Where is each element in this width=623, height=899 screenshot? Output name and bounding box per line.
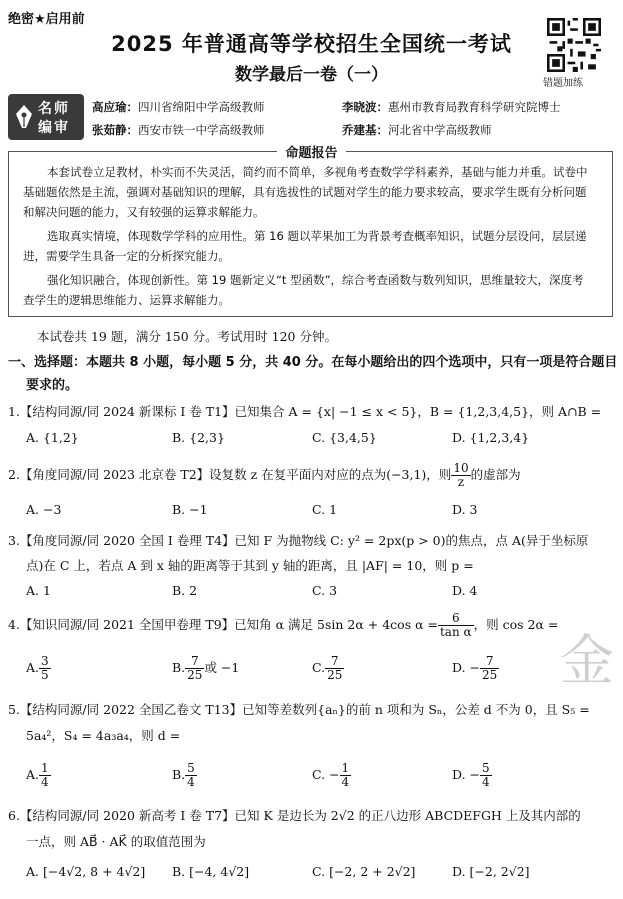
qr-code-icon[interactable] [547,18,601,72]
q4-option-b[interactable]: B. $\frac{7}{25}$ 或 −1 [172,654,240,682]
question-3: 3.【角度同源/同 2020 全国 I 卷理 T4】已知 F 为抛物线 C: y² = 2px(p > 0)的焦点，点 A(异于坐标原 [8,533,589,548]
report-line: 选取真实情境，体现数学学科的应用性。第 16 题以苹果加工为背景考查概率知识，试题分层设问，层层递 [47,229,587,243]
report-title: 命题报告 [0,142,623,161]
editor-name: 高应瑜： [92,100,138,114]
question-1: 1.【结构同源/同 2024 新课标 I 卷 T1】已知集合 A = {x| −1 ≤ x < 5}，B = {1,2,3,4,5}，则 A∩B = [8,404,602,419]
report-line: 基础题依然是主流，强调对基础知识的理解，具有选拔性的试题对学生的能力要求较高，要求学生既有分析问题 [23,185,587,199]
q5-option-b[interactable]: B. $\frac{5}{4}$ [172,761,195,789]
exam-title: 2025 年普通高等学校招生全国统一考试 [111,32,512,56]
editor-entry [342,99,561,115]
question-5: 5.【结构同源/同 2022 全国乙卷文 T13】已知等差数列{aₙ}的前 n 项和为 Sₙ，公差 d 不为 0，且 S₅ = [8,702,590,717]
fraction: $\frac{10}{z}$ [453,461,469,489]
editor-name: 李晓波： [342,100,388,114]
editor-name: 张茹静： [92,123,138,137]
editor-org: 惠州市教育局教育科学研究院博士 [388,100,561,114]
q6-option-c[interactable]: C. [−2, 2 + 2√2] [312,864,416,879]
editor-org: 四川省绵阳中学高级教师 [138,100,265,114]
q4-option-d[interactable]: D. − $\frac{7}{25}$ [452,654,498,682]
badge-line1: 名师 [38,101,70,117]
q1-option-b[interactable]: B. {2,3} [172,430,225,445]
section-heading-cont: 要求的。 [26,378,79,393]
q2-option-a[interactable]: A. −3 [26,502,62,517]
question-3-cont: 点)在 C 上，若点 A 到 x 轴的距离等于其到 y 轴的距离，且 |AF| = 10，则 p = [26,558,474,573]
fraction: $\frac{6}{\text{tan α}}$ [439,611,472,639]
question-2: 2.【角度同源/同 2023 北京卷 T2】设复数 z 在复平面内对应的点为(−3,1)，则 $\frac{10}{z}$ 的虚部为 [8,461,521,489]
q3-option-a[interactable]: A. 1 [26,583,51,598]
q6-option-b[interactable]: B. [−4, 4√2] [172,864,250,879]
q4-option-a[interactable]: A. $\frac{3}{5}$ [26,654,49,682]
editor-entry [92,99,265,115]
q6-option-a[interactable]: A. [−4√2, 8 + 4√2] [26,864,146,879]
q3-option-c[interactable]: C. 3 [312,583,338,598]
editor-badge [8,94,84,140]
report-line: 强化知识融合，体现创新性。第 19 题新定义“t 型函数”，综合考查函数与数列知识，思维量较大，深度考 [47,273,584,287]
question-6-cont: 一点，则 AB⃗ · AK⃗ 的取值范围为 [26,834,206,849]
q3-option-d[interactable]: D. 4 [452,583,478,598]
watermark-stamp: 金 [560,629,614,692]
q4-option-c[interactable]: C. $\frac{7}{25}$ [312,654,343,682]
exam-intro: 本试卷共 19 题，满分 150 分。考试用时 120 分钟。 [37,329,337,344]
editor-entry [92,122,265,138]
q2-option-c[interactable]: C. 1 [312,502,338,517]
q2-option-b[interactable]: B. −1 [172,502,208,517]
report-line: 本套试卷立足教材，朴实而不失灵活，简约而不简单，多视角考查数学学科素养，基础与能力并重。试卷中 [47,165,588,179]
qr-label: 错题加练 [543,78,583,89]
editor-name: 乔建基： [342,123,388,137]
badge-line2: 编审 [38,120,70,136]
editor-org: 西安市铁一中学高级教师 [138,123,265,137]
editor-org: 河北省中学高级教师 [388,123,492,137]
report-line: 查学生的逻辑思维能力、运算求解能力。 [23,293,230,307]
q2-option-d[interactable]: D. 3 [452,502,478,517]
pen-icon [14,104,34,130]
exam-subtitle: 数学最后一卷（一） [235,65,388,85]
section-heading: 一、选择题：本题共 8 小题，每小题 5 分，共 40 分。在每小题给出的四个选项中，只有一项是符合题目 [8,355,618,370]
confidential-label: 绝密★启用前 [8,12,85,27]
q3-option-b[interactable]: B. 2 [172,583,198,598]
editor-entry [342,122,492,138]
q5-option-c[interactable]: C. − $\frac{1}{4}$ [312,761,350,789]
q1-option-a[interactable]: A. {1,2} [26,430,79,445]
q5-option-d[interactable]: D. − $\frac{5}{4}$ [452,761,490,789]
q5-option-a[interactable]: A. $\frac{1}{4}$ [26,761,49,789]
q6-option-d[interactable]: D. [−2, 2√2] [452,864,530,879]
question-6: 6.【结构同源/同 2020 新高考 I 卷 T7】已知 K 是边长为 2√2 的正八边形 ABCDEFGH 上及其内部的 [8,808,581,823]
q1-option-d[interactable]: D. {1,2,3,4} [452,430,530,445]
report-line: 进，需要学生具备一定的分析探究能力。 [23,249,230,263]
q1-option-c[interactable]: C. {3,4,5} [312,430,377,445]
question-5-cont: 5a₄²，S₄ = 4a₃a₄，则 d = [26,728,181,743]
report-box [8,151,613,317]
report-line: 和解决问题的能力，又有较强的运算求解能力。 [23,205,265,219]
question-4: 4.【知识同源/同 2021 全国甲卷理 T9】已知角 α 满足 5sin 2α + 4cos α = $\frac{6}{\text{tan α}}$ ，则 cos 2α = [8,611,559,639]
